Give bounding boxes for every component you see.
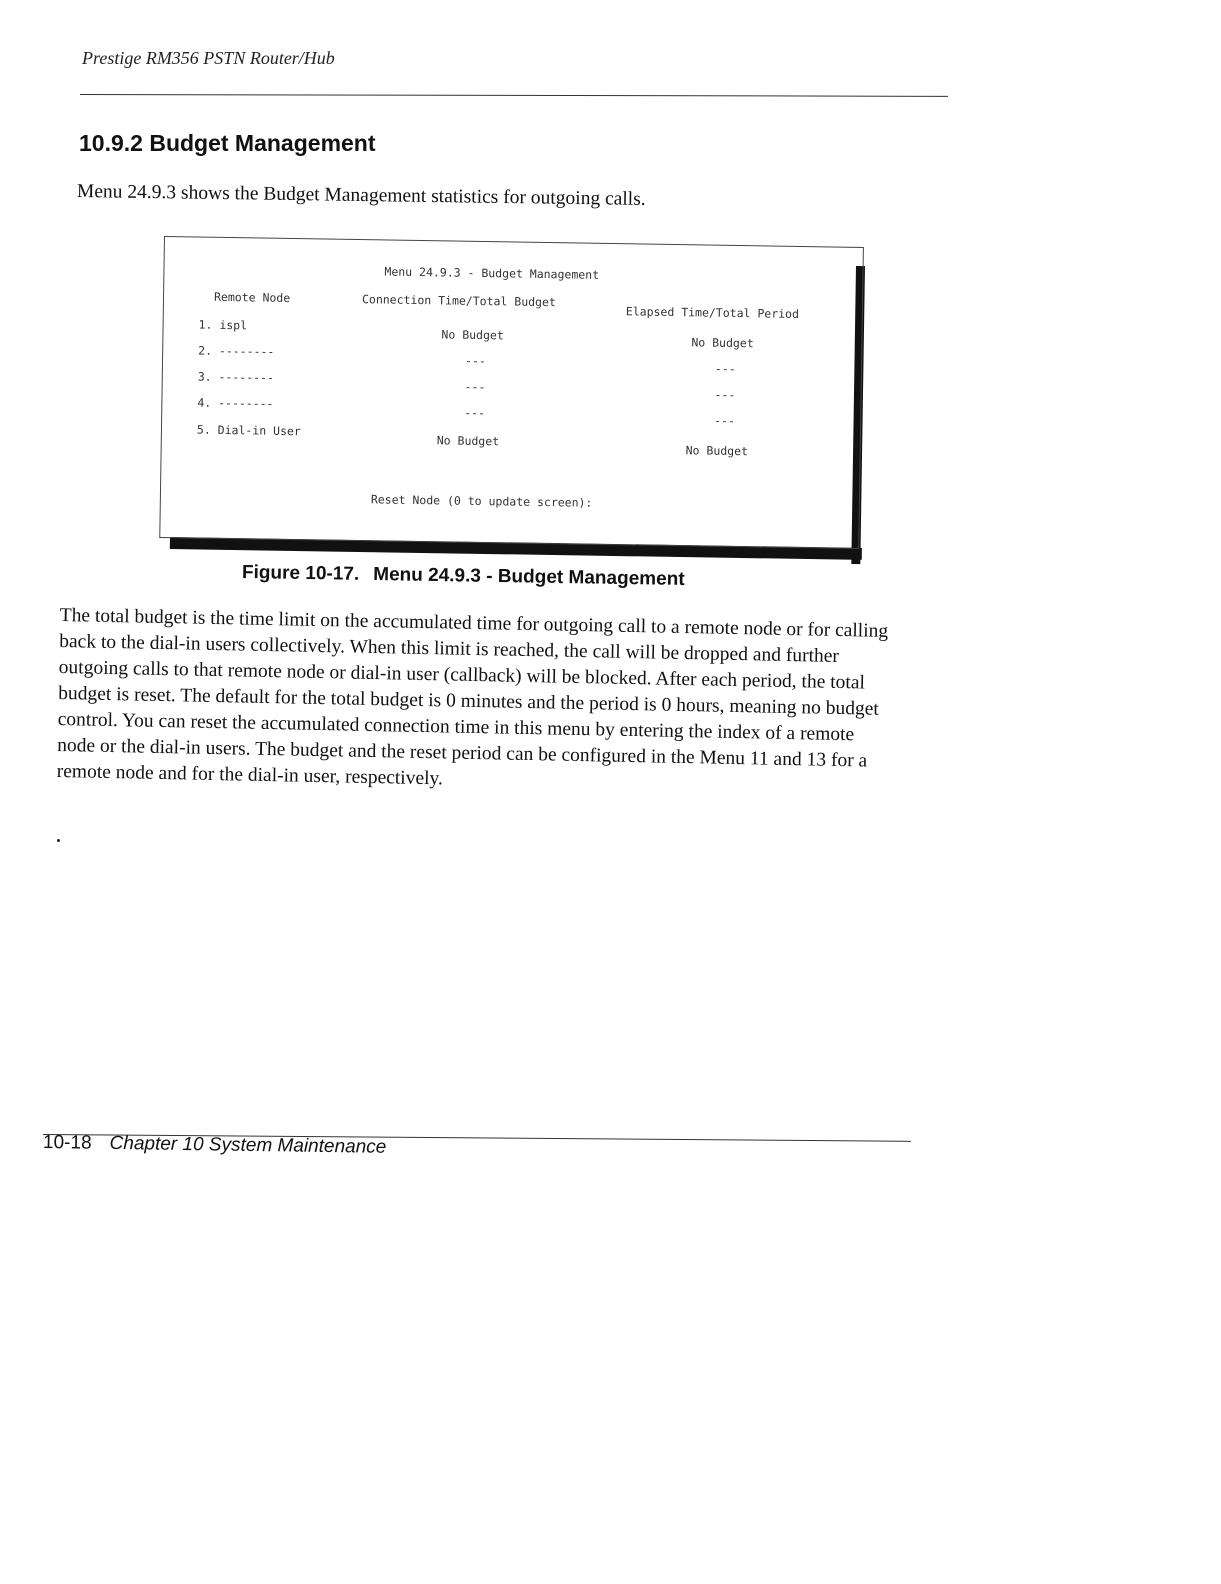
terminal-screen <box>159 236 864 549</box>
row-node-1: 1. ispl <box>198 317 248 333</box>
body-paragraph: The total budget is the time limit on the accumulated time for outgoing call to a remote node or for calling back to the dial-in users collectively. When this limit is reached, the call will be dropped and further outgoing calls to that remote node or dial-in user (callback) will be blocked. After each period, the total budget is reset. The default for the total budget is 0 minutes and the period is 0 hours, meaning no budget control. You can reset the accumulated connection time in this menu by entering the index of a remote node or the dial-in users. The budget and the reset period can be configured in the Menu 11 and 13 for a remote node and for the dial-in user, respectively. <box>56 604 889 790</box>
running-footer <box>43 1132 387 1159</box>
row-node-2: 2. -------- <box>198 343 275 359</box>
row-connection-3: --- <box>464 379 486 395</box>
screen-title: Menu 24.9.3 - Budget Management <box>384 264 600 282</box>
row-elapsed-1: No Budget <box>691 335 754 351</box>
reset-node-prompt: Reset Node (0 to update screen): <box>370 492 593 510</box>
figure-title: Menu 24.9.3 - Budget Management <box>373 564 685 590</box>
intro-paragraph: Menu 24.9.3 shows the Budget Management statistics for outgoing calls. <box>76 181 646 210</box>
row-connection-5: No Budget <box>436 433 500 449</box>
row-elapsed-4: --- <box>714 413 736 428</box>
row-node-3: 3. -------- <box>197 369 275 385</box>
figure-caption <box>242 562 685 591</box>
column-header-remote-node: Remote Node <box>213 289 291 305</box>
header-rule <box>80 94 948 97</box>
column-header-connection-time: Connection Time/Total Budget <box>361 292 556 310</box>
chapter-title: Chapter 10 System Maintenance <box>109 1132 387 1158</box>
row-node-4: 4. -------- <box>197 395 274 411</box>
section-heading: 10.9.2 Budget Management <box>79 130 376 156</box>
row-elapsed-2: --- <box>714 361 736 376</box>
page-number: 10-18 <box>42 1132 92 1154</box>
figure-number: Figure 10-17. <box>241 562 360 585</box>
column-header-elapsed-time: Elapsed Time/Total Period <box>625 304 800 321</box>
running-header: Prestige RM356 PSTN Router/Hub <box>82 48 335 68</box>
row-elapsed-3: --- <box>714 387 736 402</box>
stray-dot <box>57 839 60 842</box>
row-connection-1: No Budget <box>441 327 504 343</box>
row-node-5: 5. Dial-in User <box>196 422 301 439</box>
row-connection-4: --- <box>464 405 486 421</box>
row-elapsed-5: No Budget <box>685 443 749 459</box>
row-connection-2: --- <box>464 353 486 369</box>
